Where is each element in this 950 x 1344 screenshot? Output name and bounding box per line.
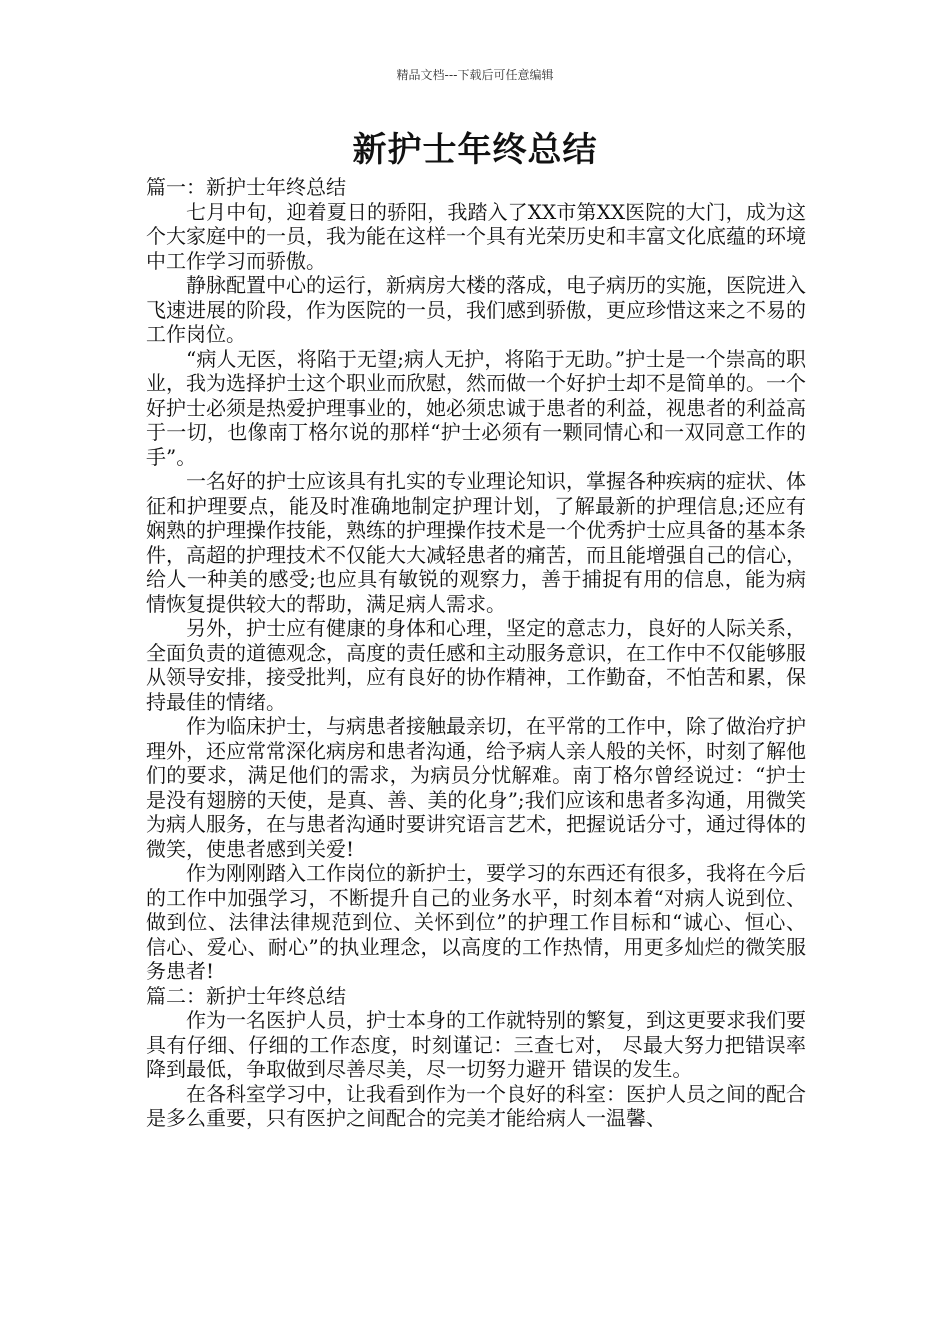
paragraph: 七月中旬，迎着夏日的骄阳，我踏入了XX市第XX医院的大门，成为这个大家庭中的一员，我为能在这样一个具有光荣历史和丰富文化底蕴的环境中工作学习而骄傲。 xyxy=(146,199,806,273)
paragraph: “病人无医，将陷于无望;病人无护，将陷于无助。”护士是一个崇高的职业，我为选择护士这个职业而欣慰，然而做一个好护士却不是简单的。一个好护士必须是热爱护理事业的，她必须忠诚于患者的利益，视患者的利益高于一切，也像南丁格尔说的那样“护士必须有一颗同情心和一双同意工作的手”。 xyxy=(146,346,806,469)
paragraph: 在各科室学习中，让我看到作为一个良好的科室：医护人员之间的配合是多么重要，只有医护之间配合的完美才能给病人一温馨、 xyxy=(146,1081,806,1130)
document-body xyxy=(146,175,806,1131)
document-title: 新护士年终总结 xyxy=(352,130,598,170)
paragraph: 作为临床护士，与病患者接触最亲切，在平常的工作中，除了做治疗护理外，还应常常深化病房和患者沟通，给予病人亲人般的关怀，时刻了解他们的要求，满足他们的需求，为病员分忧解难。南丁格尔曾经说过：“护士是没有翅膀的天使，是真、善、美的化身”;我们应该和患者多沟通，用微笑为病人服务，在与患者沟通时要讲究语言艺术，把握说话分寸，通过得体的微笑，使患者感到关爱! xyxy=(146,714,806,861)
header-note: 精品文档---下载后可任意编辑 xyxy=(396,68,554,82)
section-heading: 篇一：新护士年终总结 xyxy=(146,175,346,199)
paragraph: 静脉配置中心的运行，新病房大楼的落成，电子病历的实施，医院进入飞速进展的阶段，作为医院的一员，我们感到骄傲，更应珍惜这来之不易的工作岗位。 xyxy=(146,273,806,346)
paragraph: 作为一名医护人员，护士本身的工作就特别的繁复，到这更要求我们要具有仔细、仔细的工作态度，时刻谨记：三查七对， 尽最大努力把错误率降到最低，争取做到尽善尽美，尽一切努力避开 错误的发生。 xyxy=(146,1008,806,1081)
paragraph: 另外，护士应有健康的身体和心理，坚定的意志力，良好的人际关系，全面负责的道德观念，高度的责任感和主动服务意识，在工作中不仅能够服从领导安排，接受批判，应有良好的协作精神，工作勤奋，不怕苦和累，保持最佳的情绪。 xyxy=(146,616,806,714)
section-heading: 篇二：新护士年终总结 xyxy=(146,983,346,1008)
paragraph: 作为刚刚踏入工作岗位的新护士，要学习的东西还有很多，我将在今后的工作中加强学习，不断提升自己的业务水平，时刻本着“对病人说到位、做到位、法律法律规范到位、关怀到位”的护理工作目标和“诚心、恒心、信心、爱心、耐心”的执业理念，以高度的工作热情，用更多灿烂的微笑服务患者! xyxy=(146,861,806,983)
paragraph: 一名好的护士应该具有扎实的专业理论知识，掌握各种疾病的症状、体征和护理要点，能及时准确地制定护理计划，了解最新的护理信息;还应有娴熟的护理操作技能，熟练的护理操作技术是一个优秀护士应具备的基本条件，高超的护理技术不仅能大大减轻患者的痛苦，而且能增强自己的信心，给人一种美的感受;也应具有敏锐的观察力，善于捕捉有用的信息，能为病情恢复提供较大的帮助，满足病人需求。 xyxy=(146,469,806,616)
